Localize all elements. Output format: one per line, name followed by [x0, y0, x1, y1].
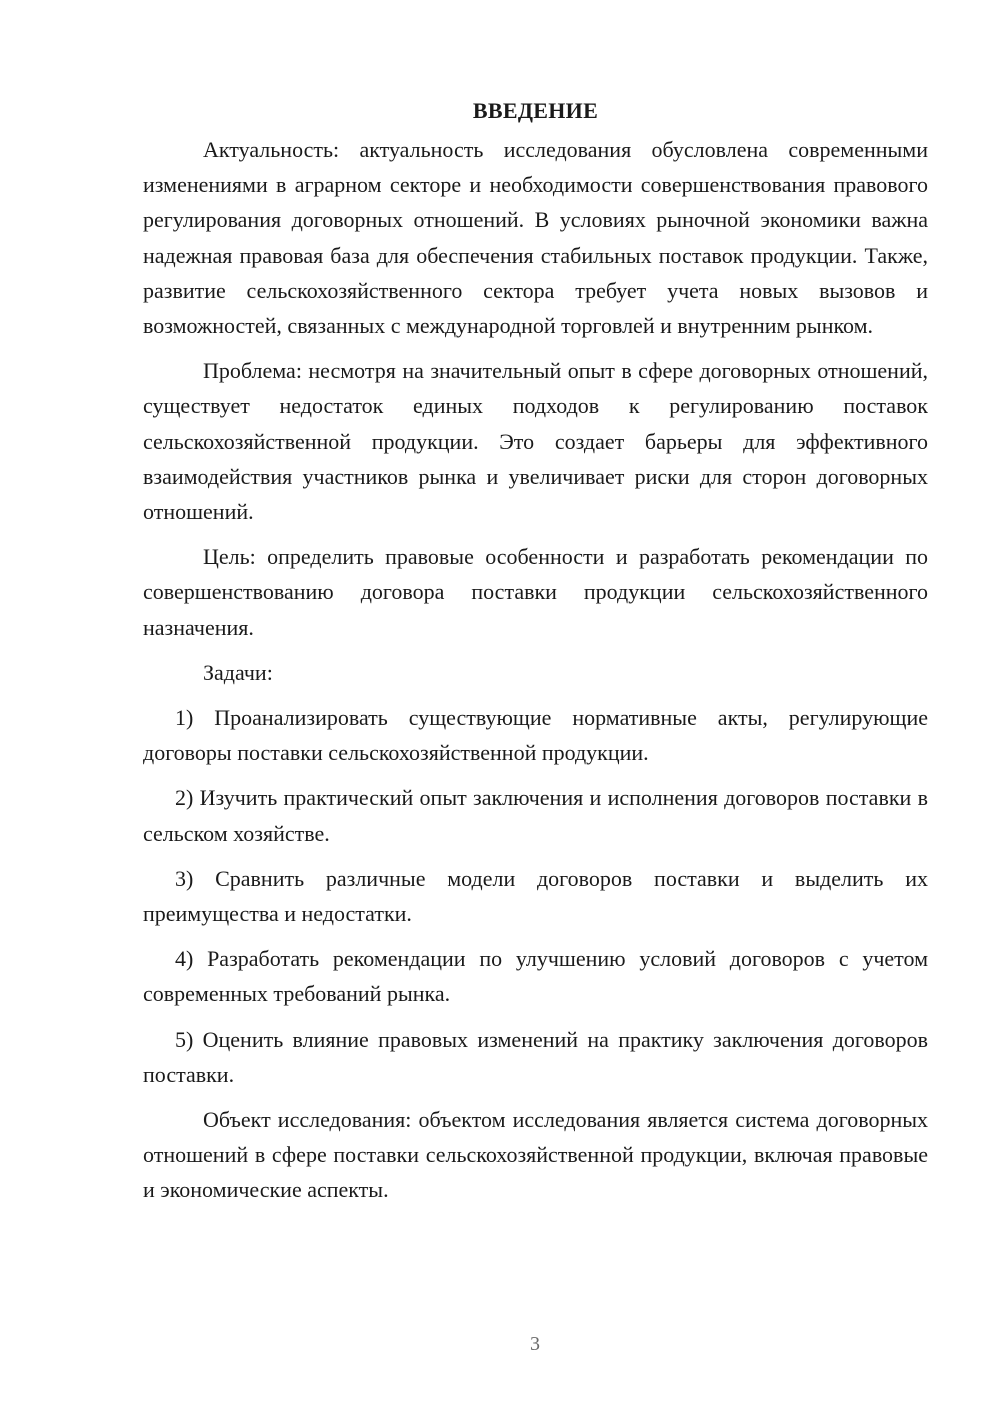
task-item-4: 4) Разработать рекомендации по улучшению условий договоров с учетом современных требований рынка. [143, 946, 928, 1007]
task-item-2: 2) Изучить практический опыт заключения и исполнения договоров поставки в сельском хозяйстве. [143, 785, 928, 846]
section-heading: ВВЕДЕНИЕ [472, 98, 599, 123]
paragraph-problem: Проблема: несмотря на значительный опыт в сфере договорных отношений, существует недостаток единых подходов к регулированию поставок сельскохозяйственной продукции. Это создает барьеры для эффективного взаимодействия участников рынка и увеличивает риски для сторон договорных отношений. [143, 358, 928, 525]
task-item-3: 3) Сравнить различные модели договоров поставки и выделить их преимущества и недостатки. [143, 865, 928, 927]
document-page [143, 96, 928, 1218]
page-number: 3 [530, 1333, 540, 1355]
paragraph-object: Объект исследования: объектом исследования является система договорных отношений в сфере поставки сельскохозяйственной продукции, включая правовые и экономические аспекты. [143, 1107, 928, 1203]
paragraph-tasks-label: Задачи: [203, 659, 273, 685]
paragraph-relevance: Актуальность: актуальность исследования обусловлена современными изменениями в аграрном секторе и необходимости совершенствования правового регулирования договорных отношений. В условиях рыночной экономики важна надежная правовая база для обеспечения стабильных поставок продукции. Также, развитие сельскохозяйственного сектора требует учета новых вызовов и возможностей, связанных с международной торговлей и внутренним рынком. [143, 137, 928, 339]
paragraph-goal: Цель: определить правовые особенности и разработать рекомендации по совершенствованию договора поставки продукции сельскохозяйственного назначения. [143, 544, 928, 640]
task-item-5: 5) Оценить влияние правовых изменений на практику заключения договоров поставки. [143, 1026, 928, 1087]
task-item-1: 1) Проанализировать существующие нормативные акты, регулирующие договоры поставки сельскохозяйственной продукции. [143, 705, 928, 766]
